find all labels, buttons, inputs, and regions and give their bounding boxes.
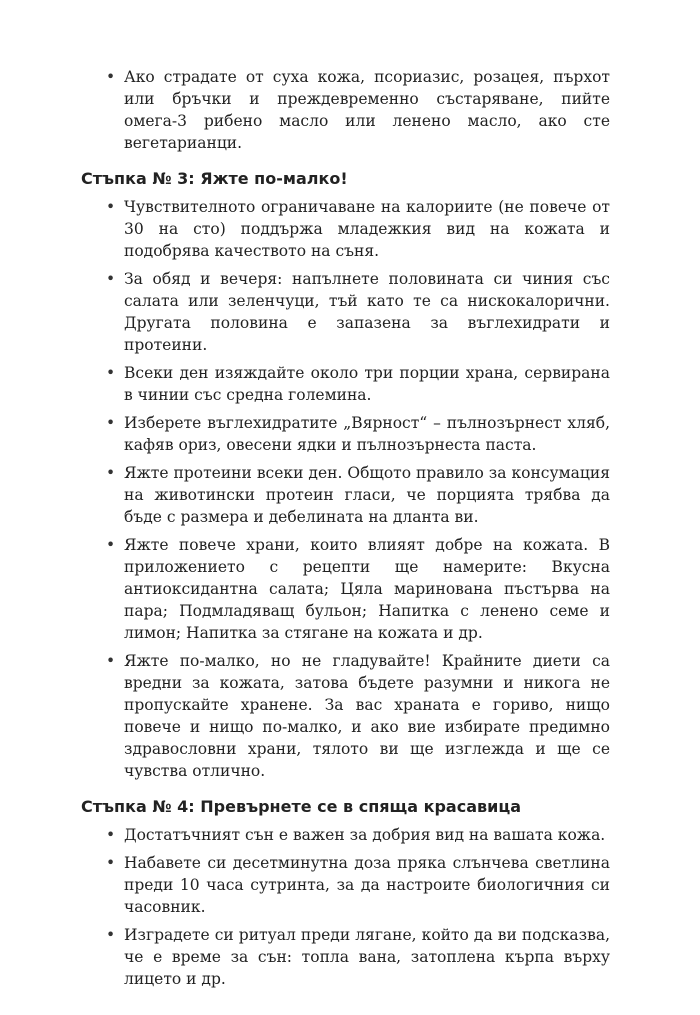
list-item: • Яжте по-малко, но не гладувайте! Крайните диети са вредни за кожата, затова бъдете разумни и никога не пропускайте хранене. За вас храната е гориво, нищо повече и нищо по-малко, и ако вие избирате предимно здравословни храни, тялото ви ще изглежда и ще се чувства отлично. [106,650,610,782]
list-item: • Всеки ден изяждайте около три порции храна, сервирана в чинии със средна големина. [106,362,610,406]
list-item: • Ако страдате от суха кожа, псориазис, розацея, пърхот или бръчки и преждевременно състаряване, пийте омега-3 рибено масло или ленено масло, ако сте вегетарианци. [106,66,610,154]
list-item: • За обяд и вечеря: напълнете половината си чиния със салата или зеленчуци, тъй като те са нискокалорични. Другата половина е запазена за въглехидрати и протеини. [106,268,610,356]
section-heading: Стъпка № 3: Яжте по-малко! [81,169,348,188]
bullet-list [106,824,610,990]
list-item: • Изградете си ритуал преди лягане, който да ви подсказва, че е време за сън: топла вана, затоплена кърпа върху лицето и др. [106,924,610,990]
list-item: • Изберете въглехидратите „Вярност“ – пълнозърнест хляб, кафяв ориз, овесени ядки и пълнозърнеста паста. [106,412,610,456]
section-heading: Стъпка № 4: Превърнете се в спяща красавица [81,797,521,816]
bullet-list [106,196,610,782]
section-step-3 [81,168,610,782]
bullet-list [106,66,610,154]
section-step-4 [81,796,610,990]
section-intro [106,66,610,154]
list-item: • Яжте протеини всеки ден. Общото правило за консумация на животински протеин гласи, че порцията трябва да бъде с размера и дебелината на дланта ви. [106,462,610,528]
list-item: • Чувствителното ограничаване на калориите (не повече от 30 на сто) поддържа младежкия вид на кожата и подобрява качеството на съня. [106,196,610,262]
list-item: • Яжте повече храни, които влияят добре на кожата. В приложението с рецепти ще намерите: Вкусна антиоксидантна салата; Цяла маринована пъстърва на пара; Подмладяващ бульон; Напитка с ленено семе и лимон; Напитка за стягане на кожата и др. [106,534,610,644]
list-item: • Достатъчният сън е важен за добрия вид на вашата кожа. [106,824,610,846]
list-item: • Набавете си десетминутна доза пряка слънчева светлина преди 10 часа сутринта, за да настроите биологичния си часовник. [106,852,610,918]
